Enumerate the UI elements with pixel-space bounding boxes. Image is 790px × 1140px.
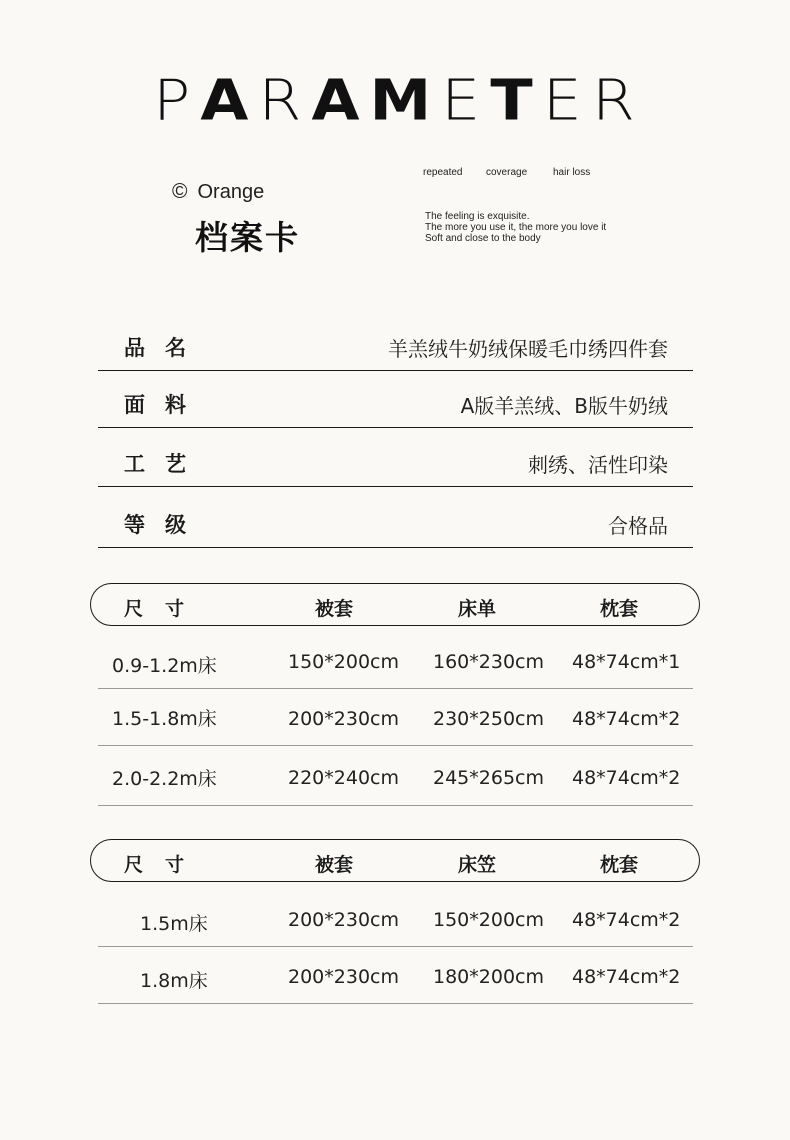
- header-cell: 被套: [315, 598, 354, 620]
- brand-name: Orange: [197, 181, 265, 203]
- logo-letter: R: [258, 67, 302, 134]
- size-cell: 180*200cm: [433, 966, 544, 988]
- size-cell: 1.5-1.8m床: [112, 708, 217, 730]
- logo-letter: A: [311, 67, 360, 134]
- param-label: 面料: [124, 393, 206, 417]
- size-cell: 230*250cm: [433, 708, 544, 730]
- header-cell: 尺寸: [124, 854, 207, 876]
- tagline: [425, 211, 606, 244]
- param-row-name: [98, 326, 693, 371]
- param-label: 工艺: [124, 452, 206, 476]
- table-row: [98, 745, 693, 806]
- parameter-logo: [153, 67, 635, 134]
- table-row: [98, 946, 693, 1004]
- param-value: 刺绣、活性印染: [528, 453, 668, 477]
- tag: repeated: [423, 167, 463, 178]
- param-value: 羊羔绒牛奶绒保暖毛巾绣四件套: [388, 337, 668, 361]
- tag-list: [423, 167, 590, 178]
- tagline-line: The feeling is exquisite.: [425, 211, 530, 222]
- header-cell: 被套: [315, 854, 354, 876]
- param-label: 品名: [124, 336, 206, 360]
- brand: [172, 180, 264, 204]
- param-label: 等级: [124, 513, 206, 537]
- logo-letter: P: [153, 67, 191, 134]
- header-cell: 床单: [458, 598, 497, 620]
- size-cell: 0.9-1.2m床: [112, 655, 217, 677]
- size-cell: 200*230cm: [288, 708, 399, 730]
- size-cell: 150*200cm: [288, 651, 399, 673]
- param-row-grade: [98, 499, 693, 548]
- tag: coverage: [486, 167, 528, 178]
- logo-letter: A: [200, 67, 249, 134]
- logo-letter: R: [591, 67, 635, 134]
- table-row: [98, 688, 693, 746]
- logo-letter: E: [542, 67, 582, 134]
- size-cell: 48*74cm*2: [572, 708, 681, 730]
- size-table-header: [90, 583, 700, 626]
- tagline-line: Soft and close to the body: [425, 233, 541, 244]
- header-cell: 枕套: [600, 854, 639, 876]
- table-row: [98, 889, 693, 947]
- size-table-header: [90, 839, 700, 882]
- header-cell: 尺寸: [124, 598, 207, 620]
- logo-letter: T: [490, 67, 533, 134]
- header-cell: 枕套: [600, 598, 639, 620]
- size-cell: 1.5m床: [140, 913, 208, 935]
- param-row-fabric: [98, 383, 693, 428]
- copyright-icon: ©: [172, 180, 188, 203]
- size-cell: 48*74cm*2: [572, 909, 681, 931]
- header-cell: 床笠: [458, 854, 497, 876]
- size-cell: 160*230cm: [433, 651, 544, 673]
- size-cell: 48*74cm*2: [572, 767, 681, 789]
- size-cell: 200*230cm: [288, 966, 399, 988]
- size-cell: 245*265cm: [433, 767, 544, 789]
- tagline-line: The more you use it, the more you love it: [425, 222, 607, 233]
- table-row: [98, 631, 693, 689]
- tag: hair loss: [553, 167, 591, 178]
- size-cell: 48*74cm*1: [572, 651, 681, 673]
- size-cell: 150*200cm: [433, 909, 544, 931]
- size-cell: 48*74cm*2: [572, 966, 681, 988]
- param-row-craft: [98, 440, 693, 487]
- size-cell: 200*230cm: [288, 909, 399, 931]
- param-value: 合格品: [608, 514, 668, 538]
- logo-letter: E: [441, 67, 481, 134]
- card-title: 档案卡: [195, 218, 300, 257]
- logo-letter: M: [369, 67, 432, 134]
- size-cell: 1.8m床: [140, 970, 208, 992]
- size-cell: 2.0-2.2m床: [112, 768, 217, 790]
- param-value: A版羊羔绒、B版牛奶绒: [460, 394, 668, 418]
- size-cell: 220*240cm: [288, 767, 399, 789]
